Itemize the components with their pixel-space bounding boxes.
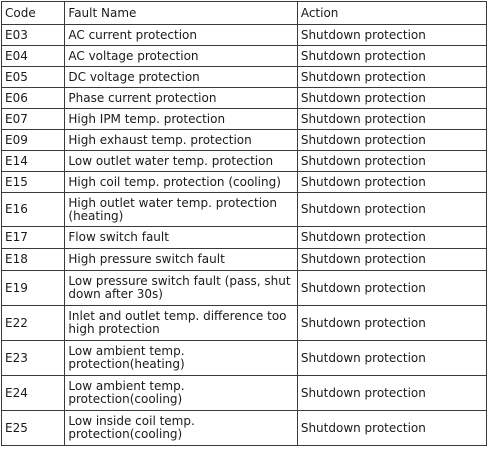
- table-row: [2, 227, 487, 249]
- table-row: [2, 376, 487, 411]
- action-cell: Shutdown protection: [297, 172, 486, 193]
- fault-code-cell: E06: [2, 88, 65, 109]
- action-cell: Shutdown protection: [297, 67, 486, 88]
- fault-code-table: [1, 1, 487, 446]
- table-row: [2, 249, 487, 271]
- fault-code-cell: E19: [2, 271, 65, 306]
- fault-code-cell: E05: [2, 67, 65, 88]
- fault-name-cell: Inlet and outlet temp. difference too high protection: [65, 306, 297, 341]
- header-fault-name: Fault Name: [65, 2, 297, 25]
- action-cell: Shutdown protection: [297, 109, 486, 130]
- table-row: [2, 46, 487, 67]
- action-cell: Shutdown protection: [297, 130, 486, 151]
- fault-name-cell: High outlet water temp. protection (heating): [65, 193, 297, 227]
- fault-code-cell: E14: [2, 151, 65, 172]
- fault-name-cell: Low inside coil temp. protection(cooling): [65, 411, 297, 446]
- fault-code-cell: E15: [2, 172, 65, 193]
- table-row: [2, 306, 487, 341]
- fault-name-cell: High pressure switch fault: [65, 249, 297, 271]
- fault-name-cell: Low pressure switch fault (pass, shut down after 30s): [65, 271, 297, 306]
- action-cell: Shutdown protection: [297, 193, 486, 227]
- action-cell: Shutdown protection: [297, 25, 486, 46]
- action-cell: Shutdown protection: [297, 227, 486, 249]
- action-cell: Shutdown protection: [297, 151, 486, 172]
- fault-name-cell: High IPM temp. protection: [65, 109, 297, 130]
- fault-name-cell: AC voltage protection: [65, 46, 297, 67]
- header-code: Code: [2, 2, 65, 25]
- table-row: [2, 411, 487, 446]
- header-action: Action: [297, 2, 486, 25]
- fault-name-cell: Flow switch fault: [65, 227, 297, 249]
- action-cell: Shutdown protection: [297, 271, 486, 306]
- table-row: [2, 25, 487, 46]
- fault-code-cell: E04: [2, 46, 65, 67]
- table-row: [2, 130, 487, 151]
- table-row: [2, 271, 487, 306]
- fault-name-cell: Low outlet water temp. protection: [65, 151, 297, 172]
- action-cell: Shutdown protection: [297, 341, 486, 376]
- fault-code-cell: E03: [2, 25, 65, 46]
- table-row: [2, 88, 487, 109]
- action-cell: Shutdown protection: [297, 376, 486, 411]
- fault-name-cell: Phase current protection: [65, 88, 297, 109]
- action-cell: Shutdown protection: [297, 88, 486, 109]
- table-row: [2, 151, 487, 172]
- fault-code-cell: E18: [2, 249, 65, 271]
- fault-code-cell: E24: [2, 376, 65, 411]
- action-cell: Shutdown protection: [297, 411, 486, 446]
- fault-code-cell: E17: [2, 227, 65, 249]
- table-row: [2, 67, 487, 88]
- table-row: [2, 341, 487, 376]
- fault-code-cell: E16: [2, 193, 65, 227]
- action-cell: Shutdown protection: [297, 249, 486, 271]
- fault-code-cell: E25: [2, 411, 65, 446]
- table-row: [2, 172, 487, 193]
- fault-name-cell: High coil temp. protection (cooling): [65, 172, 297, 193]
- action-cell: Shutdown protection: [297, 46, 486, 67]
- fault-name-cell: AC current protection: [65, 25, 297, 46]
- fault-name-cell: High exhaust temp. protection: [65, 130, 297, 151]
- fault-name-cell: Low ambient temp. protection(cooling): [65, 376, 297, 411]
- fault-code-cell: E07: [2, 109, 65, 130]
- action-cell: Shutdown protection: [297, 306, 486, 341]
- table-row: [2, 109, 487, 130]
- table-header-row: [2, 2, 487, 25]
- fault-code-cell: E23: [2, 341, 65, 376]
- table-row: [2, 193, 487, 227]
- fault-name-cell: Low ambient temp. protection(heating): [65, 341, 297, 376]
- fault-name-cell: DC voltage protection: [65, 67, 297, 88]
- fault-code-cell: E09: [2, 130, 65, 151]
- fault-code-cell: E22: [2, 306, 65, 341]
